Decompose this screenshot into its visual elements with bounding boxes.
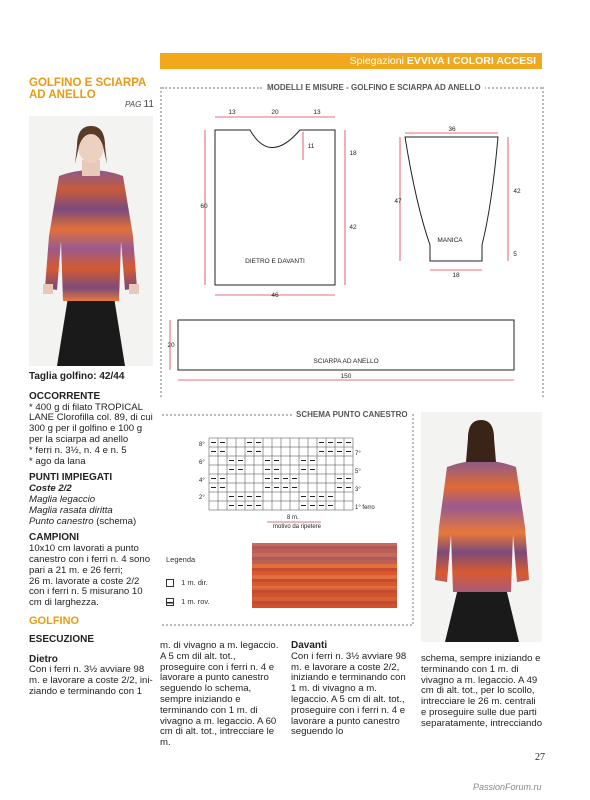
text-column-2 (160, 641, 282, 749)
occorrente-item-needles: * ferri n. 3½, n. 4 e n. 5 (29, 444, 127, 456)
stitch-canestro-note: (schema) (93, 515, 137, 527)
legend-item-knit (166, 578, 208, 587)
dim-60: 60 (200, 203, 208, 210)
occorrente-item-yarn: * 400 g di filato TROPICAL LANE Clorofilla col. 89, di cui 300 g per il golfino e 100 g per la sciarpa ad anello (29, 401, 153, 445)
dim-5: 5 (513, 251, 517, 258)
legend-item-purl (166, 597, 210, 606)
article-title: GOLFINO E SCIARPA AD ANELLO (29, 77, 146, 101)
legend-title: Legenda (166, 555, 196, 564)
golfino-heading: GOLFINO (29, 614, 80, 627)
header-title: EVVIVA I COLORI ACCESI (406, 55, 536, 67)
diagram-frame-top-left (162, 87, 262, 89)
dim-20-scarf: 20 (167, 342, 175, 349)
dim-42: 42 (349, 224, 357, 231)
model-photo-back (421, 412, 542, 642)
model-photo-front (29, 116, 153, 366)
scheme-frame-top-left (162, 414, 292, 416)
repeat-dim: 8 m. (287, 515, 299, 521)
dim-18: 18 (349, 150, 357, 157)
stitch-chart (195, 432, 405, 532)
dim-42-sleeve: 42 (513, 188, 521, 195)
col3-text: Con i ferri n. 3½ avviare 98 m. e lavorare a coste 2/2, iniziando e terminando con 1 m. di vivagno a m. legaccio. A 5 cm di alt. tot., proseguire con i ferri n. 4 e lavorare a punto canestro seguendo lo (291, 650, 407, 738)
repeat-label: motivo da ripetere (273, 524, 322, 530)
diagram-title: MODELLI E MISURE - GOLFINO E SCIARPA AD ANELLO (263, 83, 485, 92)
diagram-frame-right (542, 87, 544, 397)
page-number: 27 (535, 752, 545, 763)
punti-heading: PUNTI IMPIEGATI (29, 472, 113, 484)
body-label: DIETRO E DAVANTI (245, 258, 305, 265)
stitch-canestro-name: Punto canestro (29, 515, 94, 527)
materials-column (29, 372, 153, 698)
text-column-4 (421, 654, 543, 730)
dim-13-right: 13 (313, 109, 321, 116)
row-label-8: 8° (199, 442, 205, 448)
dim-150: 150 (340, 373, 352, 380)
dim-11: 11 (307, 143, 315, 150)
dim-18-sleeve: 18 (452, 272, 460, 279)
row-label-3: 3° (355, 487, 361, 493)
pag-number: 11 (143, 99, 154, 110)
knit-swatch-photo (252, 543, 397, 608)
legend-knit-label: 1 m. dir. (181, 578, 208, 587)
pag-label: PAG (125, 100, 142, 109)
sleeve-label: MANICA (437, 237, 463, 244)
text-column-3 (291, 641, 413, 738)
occorrente-heading: OCCORRENTE (29, 390, 101, 402)
campioni-text-2: 26 m. lavorate a coste 2/2 con i ferri n. 5 misurano 10 cm di larghezza. (29, 575, 143, 609)
dim-13-left: 13 (228, 109, 236, 116)
row-label-4: 4° (199, 478, 205, 484)
davanti-heading: Davanti (291, 640, 328, 651)
dietro-text: Con i ferri n. 3½ avviare 98 m. e lavorare a coste 2/2, iniziando e terminando con 1 (29, 664, 153, 697)
dim-36: 36 (448, 126, 456, 133)
row-label-6: 6° (199, 460, 205, 466)
knit-symbol-icon (166, 579, 174, 587)
stitch-rasata: Maglia rasata diritta (29, 504, 113, 516)
size-heading: Taglia golfino: 42/44 (29, 371, 125, 382)
row-label-5: 5° (355, 469, 361, 475)
esecuzione-heading: ESECUZIONE (29, 633, 95, 645)
dietro-heading: Dietro (29, 653, 58, 665)
page-reference (125, 99, 154, 110)
garment-schematic (160, 95, 542, 390)
scheme-title: SCHEMA PUNTO CANESTRO (292, 410, 412, 419)
header-prefix: Spiegazioni (349, 55, 404, 67)
purl-symbol-icon (166, 598, 174, 606)
dim-46: 46 (271, 292, 279, 299)
stitch-coste: Coste 2/2 (29, 483, 72, 495)
section-header-bar (160, 53, 542, 69)
dim-20: 20 (271, 109, 279, 116)
row-label-2: 2° (199, 495, 205, 501)
col2-text: m. di vivagno a m. legaccio. A 5 cm dil alt. tot., proseguire con i ferri n. 4 e lavorare a punto canestro seguendo lo schema, sempre iniziando e terminando con 1 m. di vivagno a m. legaccio. A 60 cm di alt. tot., intrecciare le m. (160, 640, 279, 749)
occorrente-item-needle: * ago da lana (29, 455, 86, 467)
stitch-canestro (29, 517, 153, 528)
row-label-1: 1° ferro (355, 505, 375, 511)
watermark: PassionForum.ru (473, 782, 542, 792)
scarf-label: SCIARPA AD ANELLO (313, 358, 379, 365)
scheme-frame-bottom (162, 624, 412, 626)
legend-purl-label: 1 m. rov. (181, 597, 210, 606)
campioni-heading: CAMPIONI (29, 532, 79, 544)
dim-47: 47 (394, 198, 402, 205)
scheme-frame-right (412, 414, 414, 624)
stitch-legaccio: Maglia legaccio (29, 493, 96, 505)
row-label-7: 7° (355, 451, 361, 457)
campioni-text-1: 10x10 cm lavorati a punto canestro con i ferri n. 4 sono pari a 21 m. e 26 ferri; (29, 543, 151, 576)
col4-text: schema, sempre iniziando e terminando con 1 m. di vivagno a m. legaccio. A 49 cm di alt. tot., per lo scollo, intrecciare le 26 m. centrali e proseguire sulle due parti separatamente, intrecciando (421, 653, 543, 729)
